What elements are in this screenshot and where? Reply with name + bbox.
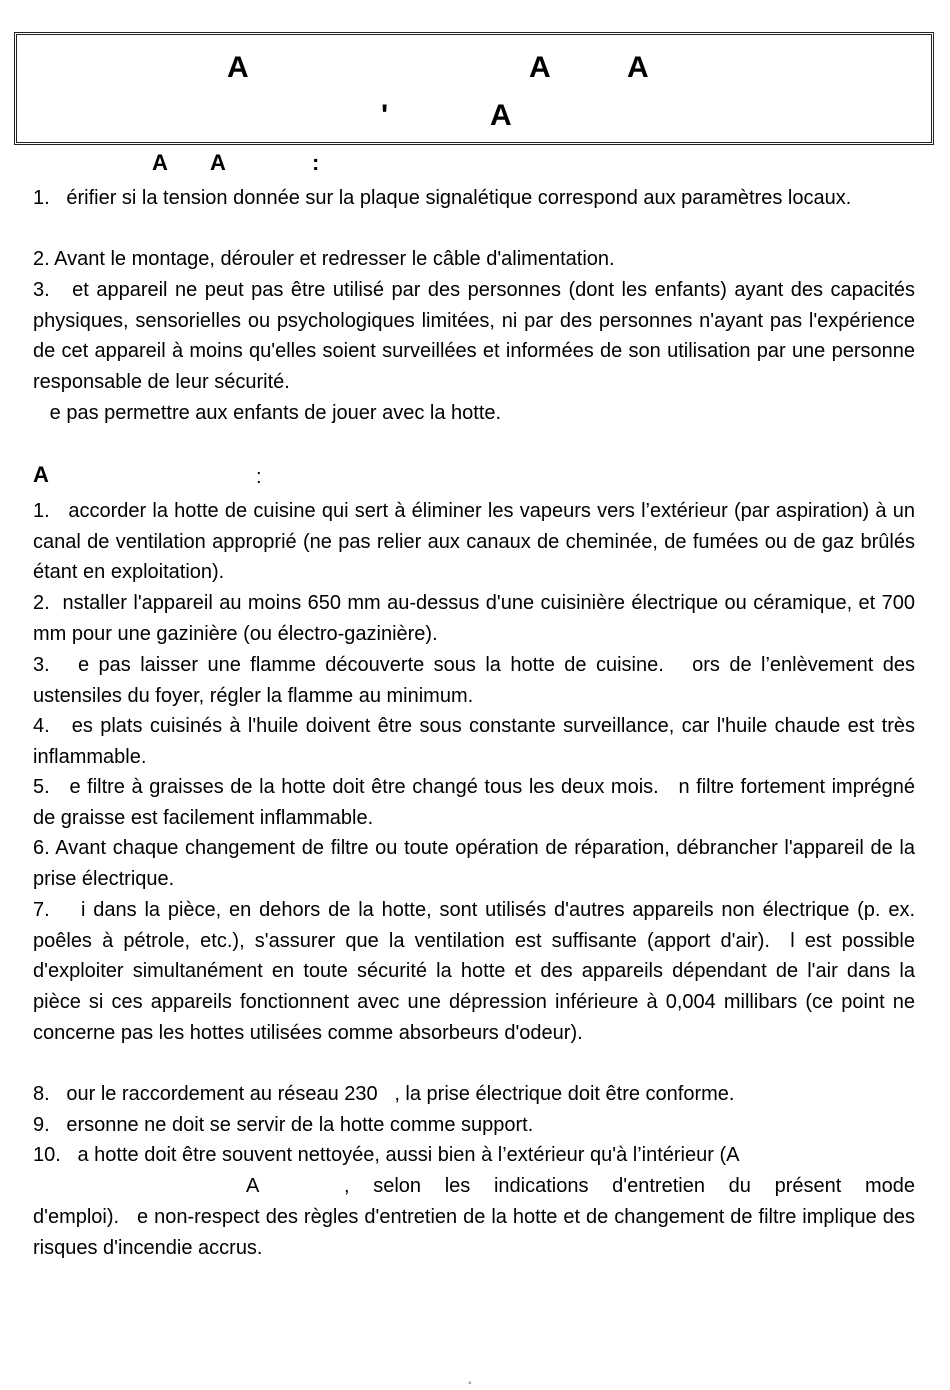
safety-item-10-fragment: A	[246, 1175, 260, 1197]
safety-item: 1. accorder la hotte de cuisine qui sert à éliminer les vapeurs vers l’extérieur (par aspiration) à un canal de ventilation approprié (ne pas relier aux canaux de cheminée, de fumées ou de gaz brûlés étant en exploitation).	[33, 500, 921, 584]
title-fragment: A	[490, 99, 512, 132]
title-fragment: '	[381, 99, 389, 132]
safety-item: 2. Avant le montage, dérouler et redresser le câble d'alimentation.	[33, 248, 615, 270]
safety-item: 2. nstaller l'appareil au moins 650 mm au-dessus d'une cuisinière électrique ou céramique, et 700 mm pour une gazinière (ou électro-gazinière).	[33, 592, 921, 645]
safety-item-10-line2: , selon les indications d'entretien du présent mode	[344, 1175, 915, 1197]
title-fragment: A	[627, 51, 649, 84]
title-fragment: A	[529, 51, 551, 84]
section2-heading: :	[256, 466, 262, 488]
title-box	[14, 32, 934, 145]
safety-item: 6. Avant chaque changement de filtre ou toute opération de réparation, débrancher l'appareil de la prise électrique.	[33, 837, 921, 890]
section1-heading: A	[152, 150, 168, 175]
safety-item-10-line3: d'emploi). e non-respect des règles d'entretien de la hotte et de changement de filtre implique des risques d'incendie accrus.	[33, 1206, 921, 1259]
safety-item: 1. érifier si la tension donnée sur la plaque signalétique correspond aux paramètres locaux.	[33, 187, 852, 209]
safety-item: 4. es plats cuisinés à l'huile doivent être sous constante surveillance, car l'huile chaude est très inflammable.	[33, 715, 921, 768]
page-number: °	[468, 1380, 472, 1390]
safety-item: 8. our le raccordement au réseau 230 , la prise électrique doit être conforme.	[33, 1083, 735, 1105]
safety-item: e pas permettre aux enfants de jouer avec la hotte.	[33, 402, 502, 424]
title-fragment: A	[227, 51, 249, 84]
safety-item: 7. i dans la pièce, en dehors de la hotte, sont utilisés d'autres appareils non électrique (p. ex. poêles à pétrole, etc.), s'assurer que la ventilation est suffisante (apport d'air). l est possible d'exploiter simultanément en toute sécurité la hotte et des appareils dépendant de l'air dans la pièce si ces appareils fonctionnent avec une dépression inférieure à 0,004 millibars (ce point ne concerne pas les hottes utilisées comme absorbeurs d'odeur).	[33, 899, 921, 1044]
safety-item: 5. e filtre à graisses de la hotte doit être changé tous les deux mois. n filtre fortement imprégné de graisse est facilement inflammable.	[33, 776, 921, 829]
safety-item: 3. et appareil ne peut pas être utilisé par des personnes (dont les enfants) ayant des capacités physiques, sensorielles ou psychologiques limitées, ni par des personnes n'ayant pas l'expérience de cet appareil à moins qu'elles soient surveillées et informées de son utilisation par une personne responsable de leur sécurité.	[33, 279, 921, 394]
safety-item: 9. ersonne ne doit se servir de la hotte comme support.	[33, 1114, 534, 1136]
safety-item: 3. e pas laisser une flamme découverte sous la hotte de cuisine. ors de l’enlèvement des ustensiles du foyer, régler la flamme au minimum.	[33, 654, 921, 707]
section2-heading: A	[33, 462, 49, 487]
section1-heading: A	[210, 150, 226, 175]
section1-heading: :	[312, 150, 320, 175]
safety-item-10-line1: 10. a hotte doit être souvent nettoyée, aussi bien à l’extérieur qu'à l’intérieur (A	[33, 1144, 740, 1166]
